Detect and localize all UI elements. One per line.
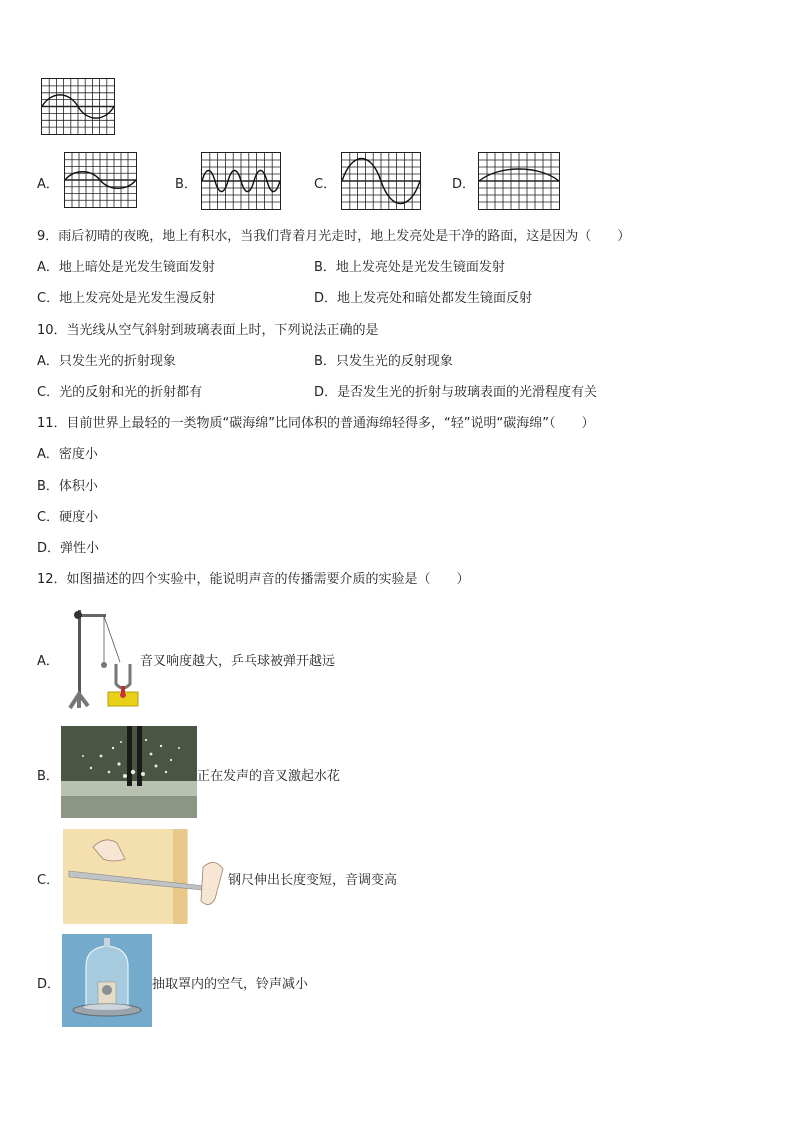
q12-option-c-text: 钢尺伸出长度变短，音调变高 [228, 873, 398, 888]
option-a-waveform-grid [64, 152, 137, 208]
q11-option-d: D．弹性小 [37, 541, 100, 556]
q10-option-a: A．只发生光的折射现象 [37, 354, 176, 369]
option-c-waveform-grid [341, 152, 421, 210]
option-d-waveform-grid [478, 152, 560, 210]
option-c-label: C． [314, 177, 337, 192]
q12-stem: 12．如图描述的四个实验中，能说明声音的传播需要介质的实验是（ ） [37, 572, 470, 587]
q11-option-c: C．硬度小 [37, 510, 99, 525]
q10-stem: 10．当光线从空气斜射到玻璃表面上时，下列说法正确的是 [37, 323, 379, 338]
q11-option-b: B．体积小 [37, 479, 98, 494]
q12-option-a-label: A． [37, 654, 59, 669]
q9-stem: 9．雨后初晴的夜晚，地上有积水，当我们背着月光走时，地上发亮处是干净的路面，这是因为（ ） [37, 229, 631, 244]
q11-option-a: A．密度小 [37, 447, 98, 462]
q10-option-b: B．只发生光的反射现象 [314, 354, 453, 369]
q9-option-c: C．地上发亮处是光发生漫反射 [37, 291, 216, 306]
q10-option-d: D．是否发生光的折射与玻璃表面的光滑程度有关 [314, 385, 598, 400]
q12-option-b-label: B． [37, 769, 59, 784]
option-b-waveform-grid [201, 152, 281, 210]
q9-option-a: A．地上暗处是光发生镜面发射 [37, 260, 215, 275]
tuning-fork-pendulum-image [64, 604, 140, 710]
q12-option-d-label: D． [37, 977, 61, 992]
option-d-label: D． [452, 177, 476, 192]
q11-stem: 11．目前世界上最轻的一类物质“碳海绵”比同体积的普通海绵轻得多，“轻”说明“碳海绵”（ ） [37, 416, 595, 431]
q9-option-b: B．地上发亮处是光发生镜面发射 [314, 260, 505, 275]
reference-waveform-grid [41, 78, 115, 135]
q12-option-b-text: 正在发声的音叉激起水花 [197, 769, 341, 784]
q12-option-a-text: 音叉响度越大，乒乓球被弹开越远 [140, 654, 336, 669]
q12-option-c-label: C． [37, 873, 60, 888]
steel-ruler-image [63, 829, 228, 924]
tuning-fork-water-image [61, 726, 197, 818]
option-b-label: B． [175, 177, 197, 192]
q12-option-d-text: 抽取罩内的空气，铃声减小 [152, 977, 309, 992]
q9-option-d: D．地上发亮处和暗处都发生镜面反射 [314, 291, 533, 306]
bell-jar-image [62, 934, 152, 1027]
q10-option-c: C．光的反射和光的折射都有 [37, 385, 203, 400]
option-a-label: A． [37, 177, 59, 192]
